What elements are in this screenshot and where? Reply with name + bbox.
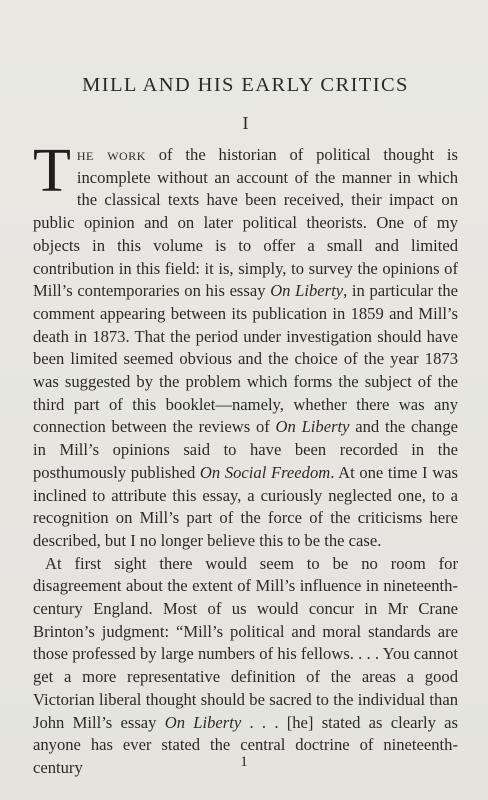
text-run: , in particular the comment appearing between its publication in 1859 and Mill’s death in 1873. That the period under investigation should have been limited seemed obvious and the choice of the year 1873 was suggested by the problem which forms the subject of the third part of this booklet—namely, whether there was any connection between the reviews of [33,281,458,437]
paragraph-2 [33,553,458,780]
text-run: and the change in Mill’s opinions said to have been recorded in the posthumously published [33,417,458,482]
paragraph-1 [33,137,458,553]
page-number: 1 [240,754,248,770]
chapter-title: MILL AND HIS EARLY CRITICS [82,74,409,96]
book-title-italic: On Liberty [164,712,242,732]
text-run: At first sight there would seem to be no room for disagreement about the extent of Mill’s influence in nineteenth-century England. Most of us would concur in Mr Crane Brinton’s judgment: “Mill’s political and moral standards are those professed by large numbers of his fellows. . . . You cannot get a more representative definition of the areas a good Victorian liberal thought should be sacred to the individual than John Mill’s essay [33,553,458,732]
opening-small-caps: he work [76,145,146,164]
drop-cap: T [33,137,71,205]
book-title-italic: On Liberty [270,281,344,301]
text-run: . . . [he] stated as clearly as anyone has ever stated the central doctrine of nineteenth-century [33,712,458,777]
text-run: of the historian of political thought is incomplete without an account of the manner in which the classical texts have been received, their impact on public opinion and on later political theorists. One of my objects in this volume is to offer a small and limited contribution in this field: it is, simply, to survey the opinions of Mill’s contemporaries on his essay [33,145,458,301]
text-run: . At one time I was inclined to attribute this essay, a curiously neglected one, to a recognition on Mill’s part of the force of the criticisms here described, but I no longer believe this to be the case. [33,462,458,550]
body-text [33,137,458,780]
section-numeral: I [242,113,249,133]
book-title-italic: On Liberty [275,417,350,437]
book-title-italic: On Social Freedom [199,462,331,482]
